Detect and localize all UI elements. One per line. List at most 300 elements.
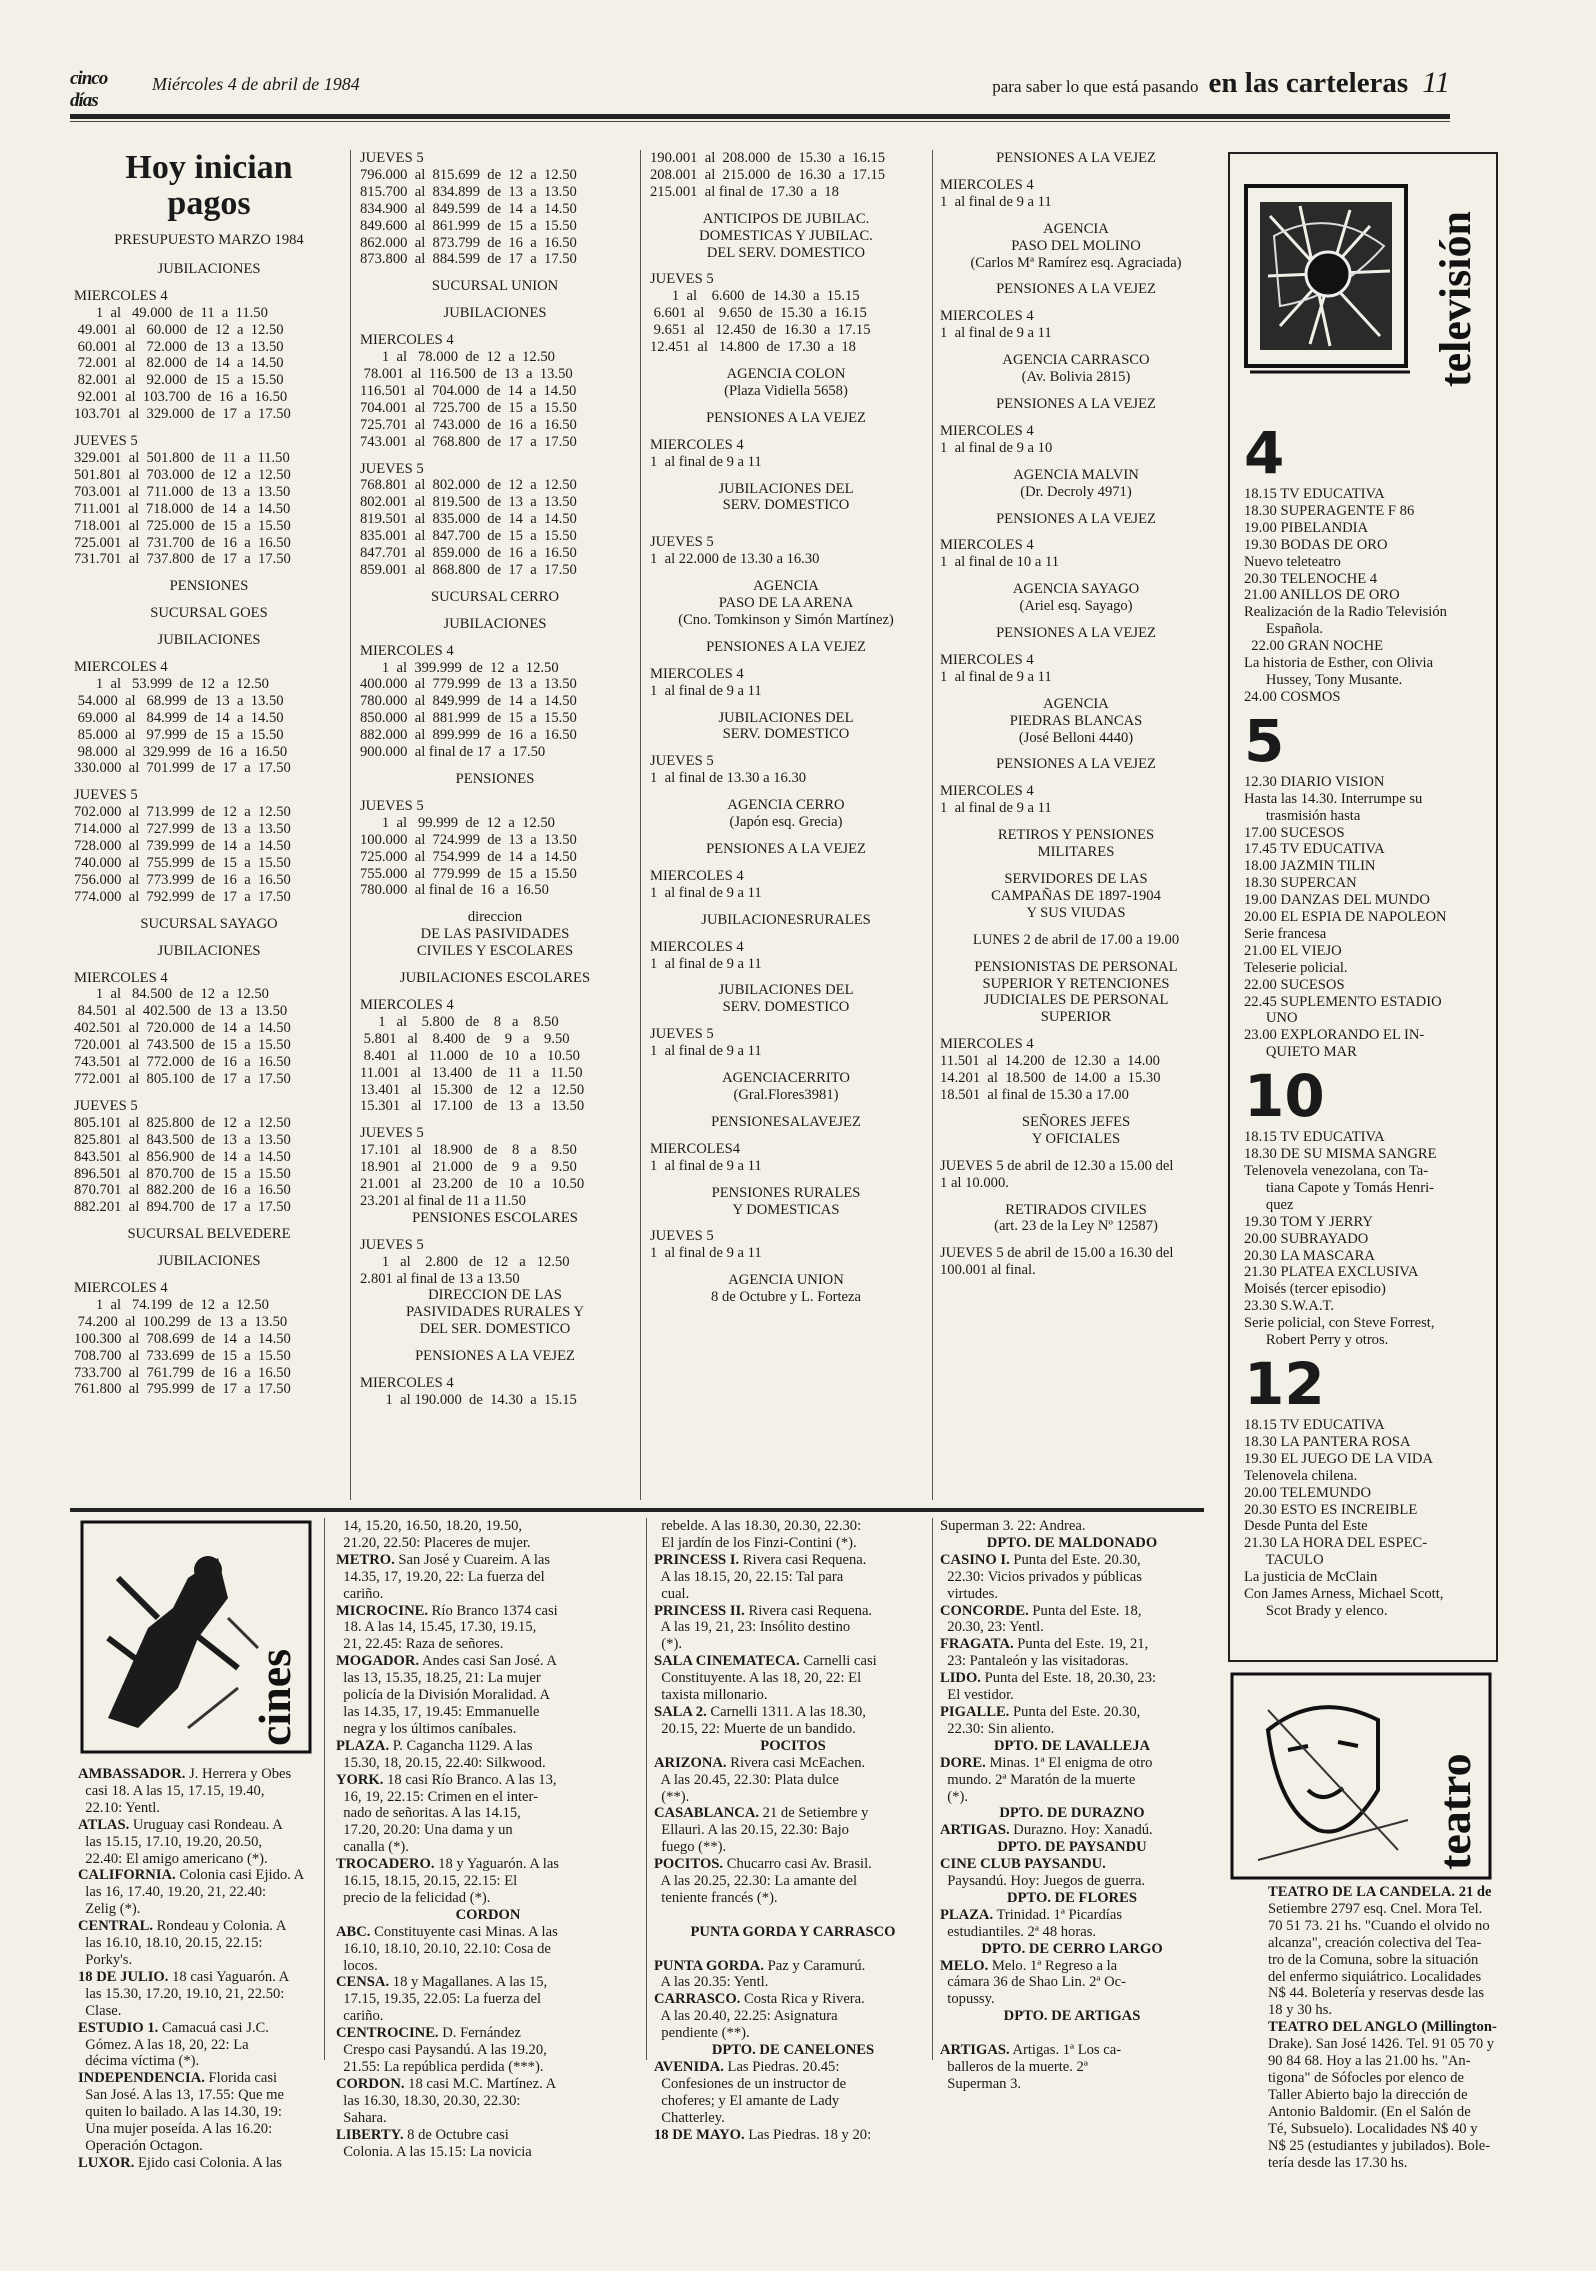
cinema-listing: (*). (654, 1636, 682, 1653)
schedule-row: 862.000 al 873.799 de 16 a 16.50 (360, 234, 577, 251)
cinema-listing: virtudes. (940, 1585, 998, 1602)
schedule-row: 1 al final de 9 a 11 (650, 884, 762, 901)
schedule-row: 400.000 al 779.999 de 13 a 13.50 (360, 676, 577, 693)
column-divider (324, 1518, 325, 2060)
tv-program: 22.45 SUPLEMENTO ESTADIO (1244, 993, 1442, 1010)
cinema-listing: Crespo casi Paysandú. A las 19.20, (336, 2042, 547, 2059)
tv-program: La justicia de McClain (1244, 1569, 1378, 1586)
schedule-row: MIERCOLES 4 (74, 659, 168, 676)
schedule-row: 1 al final de 9 a 11 (650, 453, 762, 470)
schedule-row: 1 al final de 9 a 11 (650, 1245, 762, 1262)
schedule-row: 796.000 al 815.699 de 12 a 12.50 (360, 166, 577, 183)
section-heading: DIRECCION DE LAS (428, 1287, 562, 1304)
schedule-row: 743.001 al 768.800 de 17 a 17.50 (360, 433, 577, 450)
spacer (940, 861, 1212, 871)
cinema-listing: ESTUDIO 1. Camacuá casi J.C. (78, 2019, 269, 2036)
theater-listing: 18 y 30 hs. (1268, 2002, 1333, 2019)
section-heading: JUBILACIONES (157, 632, 261, 649)
tv-program: 19.30 TOM Y JERRY (1244, 1213, 1373, 1230)
theater-listing: tería desde las 17.30 hs. (1268, 2154, 1408, 2171)
schedule-row: MIERCOLES 4 (74, 287, 168, 304)
schedule-row: MIERCOLES 4 (940, 783, 1034, 800)
spacer (940, 386, 1212, 396)
region-heading: DPTO. DE CANELONES (711, 2042, 875, 2059)
schedule-row: JUEVES 5 (650, 1026, 714, 1043)
cinema-listing: A las 20.45, 22.30: Plata dulce (654, 1771, 839, 1788)
tv-program: Scot Brady y elenco. (1244, 1602, 1388, 1619)
section-heading: SUCURSAL BELVEDERE (127, 1226, 291, 1243)
spacer (940, 746, 1212, 756)
cinema-listing: A las 18.15, 20, 22.15: Tal para (654, 1568, 844, 1585)
schedule-row: 780.000 al 849.999 de 14 a 14.50 (360, 693, 577, 710)
cinema-listing: LIBERTY. 8 de Octubre casi (336, 2126, 509, 2143)
schedule-row: MIERCOLES 4 (940, 176, 1034, 193)
cinema-listing: ATLAS. Uruguay casi Rondeau. A (78, 1816, 283, 1833)
payments-column-3 (650, 150, 922, 1306)
section-heading: JUBILACIONES DEL (718, 982, 854, 999)
schedule-row: 100.300 al 708.699 de 14 a 14.50 (74, 1330, 291, 1347)
tv-program: 18.00 JAZMIN TILIN (1244, 858, 1376, 875)
schedule-row: 1 al 190.000 de 14.30 a 15.15 (360, 1392, 577, 1408)
cinema-listing: 22.40: El amigo americano (*). (78, 1850, 268, 1867)
cinema-listing: 22.30: Sin aliento. (940, 1720, 1055, 1737)
section-heading: AGENCIA CERRO (727, 797, 845, 814)
cinema-listing: casi 18. A las 15, 17.15, 19.40, (78, 1782, 265, 1799)
schedule-row: MIERCOLES 4 (650, 436, 744, 453)
schedule-row: 215.001 al final de 17.30 a 18 (650, 183, 839, 200)
teatro-illustration-icon (1228, 1670, 1494, 1882)
tv-program: 20.30 LA MASCARA (1244, 1247, 1375, 1264)
section-heading: JUBILACIONES (157, 942, 261, 959)
schedule-row: JUEVES 5 (650, 1228, 714, 1245)
article-subtitle: PRESUPUESTO MARZO 1984 (114, 232, 304, 248)
schedule-row: 60.001 al 72.000 de 13 a 13.50 (74, 338, 284, 355)
schedule-row: 728.000 al 739.999 de 14 a 14.50 (74, 838, 291, 855)
cinema-listing: PLAZA. P. Cagancha 1129. A las (336, 1737, 533, 1754)
cinema-listing: fuego (**). (654, 1839, 727, 1856)
tv-program: Realización de la Radio Televisión (1244, 604, 1447, 621)
schedule-row: 1 al final de 9 a 11 (650, 1157, 762, 1174)
cinema-listing: Superman 3. (940, 2075, 1022, 2092)
section-heading: PENSIONES A LA VEJEZ (996, 756, 1156, 773)
schedule-row: 720.001 al 743.500 de 15 a 15.50 (74, 1037, 291, 1054)
schedule-row: 1 al 74.199 de 12 a 12.50 (74, 1296, 269, 1313)
cinema-listing: (**). (654, 1788, 690, 1805)
column-divider (646, 1518, 647, 2060)
cinema-listing: las 15.30, 17.20, 19.10, 21, 22.50: (78, 1985, 285, 2002)
schedule-row: 1 al final de 9 a 11 (650, 955, 762, 972)
cinema-listing: SALA CINEMATECA. Carnelli casi (654, 1653, 877, 1670)
channel-number: 5 (1244, 706, 1285, 775)
spacer (360, 633, 630, 643)
schedule-row: JUEVES 5 (360, 150, 424, 166)
theater-listing: 70 51 73. 21 hs. "Cuando el olvido no (1268, 1917, 1490, 1934)
schedule-row: 18.501 al final de 15.30 a 17.00 (940, 1086, 1129, 1103)
schedule-row: 21.001 al 23.200 de 10 a 10.50 (360, 1176, 585, 1193)
section-heading: AGENCIA SAYAGO (1012, 581, 1140, 598)
schedule-row: 714.000 al 727.999 de 13 a 13.50 (74, 821, 291, 838)
spacer (650, 700, 922, 710)
schedule-row: 49.001 al 60.000 de 12 a 12.50 (74, 321, 284, 338)
cinema-listing: 17.15, 19.35, 22.05: La fuerza del (336, 1991, 542, 2008)
schedule-row: 900.000 al final de 17 a 17.50 (360, 744, 546, 761)
schedule-row: 849.600 al 861.999 de 15 a 15.50 (360, 217, 577, 234)
section-heading: PENSIONES A LA VEJEZ (996, 395, 1156, 412)
cinema-listing: 15.30, 18, 20.15, 22.40: Silkwood. (336, 1754, 546, 1771)
cinema-listing: A las 20.40, 22.25: Asignatura (654, 2008, 838, 2025)
cinema-listing: nado de señoritas. A las 14.15, (336, 1805, 521, 1822)
spacer (940, 342, 1212, 352)
tv-program: QUIETO MAR (1244, 1044, 1357, 1061)
schedule-row: 1 al final de 10 a 11 (940, 554, 1060, 571)
schedule-row: 1 al final de 9 a 11 (650, 682, 762, 699)
spacer (360, 1365, 630, 1375)
spacer (650, 1262, 922, 1272)
tv-program: 18.30 DE SU MISMA SANGRE (1244, 1146, 1437, 1163)
schedule-row: MIERCOLES 4 (650, 867, 744, 884)
issue-date: Miércoles 4 de abril de 1984 (152, 74, 360, 94)
cinema-listing: las 16.30, 18.30, 20.30, 22.30: (336, 2092, 521, 2109)
schedule-row: 11.501 al 14.200 de 12.30 a 14.00 (940, 1053, 1160, 1070)
schedule-row: MIERCOLES 4 (940, 308, 1034, 325)
tv-program: 21.00 EL VIEJO (1244, 942, 1342, 959)
spacer (650, 929, 922, 939)
spacer (650, 629, 922, 639)
channel-number: 10 (1244, 1062, 1325, 1131)
schedule-row: 870.701 al 882.200 de 16 a 16.50 (74, 1182, 291, 1199)
schedule-row: 768.801 al 802.000 de 12 a 12.50 (360, 477, 577, 494)
section-header (992, 66, 1450, 100)
cinema-listing: CINE CLUB PAYSANDU. (940, 1856, 1106, 1873)
tv-program: Española. (1244, 621, 1324, 638)
tv-program: 21.30 LA HORA DEL ESPEC- (1244, 1535, 1428, 1552)
schedule-row: 873.800 al 884.599 de 17 a 17.50 (360, 251, 577, 268)
cinema-listing: Clase. (78, 2002, 122, 2019)
section-heading: AGENCIACERRITO (722, 1070, 850, 1087)
spacer (650, 400, 922, 410)
schedule-row: 92.001 al 103.700 de 16 a 16.50 (74, 389, 288, 406)
schedule-row: 1 al 2.800 de 12 a 12.50 (360, 1253, 570, 1270)
cinema-listing: décima víctima (*). (78, 2053, 200, 2070)
spacer (360, 1338, 630, 1348)
spacer (650, 656, 922, 666)
schedule-row: 780.000 al final de 16 a 16.50 (360, 882, 549, 899)
schedule-row: 54.000 al 68.999 de 13 a 13.50 (74, 692, 284, 709)
spacer (940, 1235, 1212, 1245)
spacer (650, 568, 922, 578)
cinema-listing: 20.15, 22: Muerte de un bandido. (654, 1720, 856, 1737)
tv-program: Con James Arness, Michael Scott, (1244, 1586, 1444, 1603)
section-heading: JUBILACIONES (157, 260, 261, 277)
schedule-row: 1 al 78.000 de 12 a 12.50 (360, 349, 555, 366)
schedule-row: 12.451 al 14.800 de 17.30 a 18 (650, 339, 856, 356)
cinema-listing: ARTIGAS. Artigas. 1ª Los ca- (940, 2042, 1122, 2059)
cinema-listing: 22.10: Yentl. (78, 1799, 160, 1816)
cinema-listing: 18 DE MAYO. Las Piedras. 18 y 20: (654, 2126, 872, 2143)
section-heading: PIEDRAS BLANCAS (1009, 712, 1143, 729)
spacer (650, 972, 922, 982)
theater-listing: Antonio Baldomir. (En el Salón de (1268, 2103, 1471, 2120)
schedule-row: MIERCOLES 4 (74, 1280, 168, 1297)
cinema-listing: San José. A las 13, 17.55: Que me (78, 2087, 284, 2104)
section-heading: PENSIONES RURALES (711, 1184, 861, 1201)
tv-program: Teleserie policial. (1244, 959, 1348, 976)
schedule-row: 103.701 al 329.000 de 17 a 17.50 (74, 406, 291, 423)
cinema-listing: CASINO I. Punta del Este. 20.30, (940, 1551, 1141, 1568)
section-heading: SUCURSAL UNION (431, 278, 559, 295)
tv-program: 22.00 GRAN NOCHE (1244, 638, 1384, 655)
spacer (650, 787, 922, 797)
spacer (940, 457, 1212, 467)
theater-listing: Té, Subsuelo). Localidades N$ 40 y (1268, 2120, 1478, 2137)
column-divider (640, 150, 641, 1500)
payments-column-4 (940, 150, 1212, 1279)
section-heading: AGENCIA (1043, 220, 1109, 237)
tv-program: Telenovela venezolana, con Ta- (1244, 1163, 1429, 1179)
spacer (74, 568, 344, 578)
spacer (940, 501, 1212, 511)
section-tagline: para saber lo que está pasando (992, 77, 1199, 96)
theater-listing: Drake). San José 1426. Tel. 91 05 70 y (1268, 2036, 1495, 2053)
schedule-row: JUEVES 5 (650, 271, 714, 288)
tv-program: 22.00 SUCESOS (1244, 976, 1345, 993)
cinema-listing: MELO. Melo. 1ª Regreso a la (940, 1957, 1118, 1974)
theater-listing: tro de la Comuna, sobre la situación (1268, 1951, 1479, 1968)
schedule-row: 1 al final de 9 a 11 (940, 193, 1052, 210)
cines-column-3 (654, 1518, 932, 2144)
tv-program: Serie policial, con Steve Forrest, (1244, 1315, 1435, 1332)
cinema-listing: ARIZONA. Rivera casi McEachen. (654, 1754, 866, 1771)
spacer (360, 960, 630, 970)
schedule-row: 882.201 al 894.700 de 17 a 17.50 (74, 1199, 291, 1216)
region-heading: DPTO. DE CERRO LARGO (981, 1940, 1163, 1957)
cinema-listing (940, 2025, 1204, 2042)
tv-listings-box (1228, 152, 1498, 1662)
section-heading: (Dr. Decroly 4971) (1020, 483, 1132, 500)
schedule-row: 761.800 al 795.999 de 17 a 17.50 (74, 1381, 291, 1398)
cinema-listing: 16.10, 18.10, 20.10, 22.10: Cosa de (336, 1940, 551, 1957)
section-heading: PENSIONES ESCOLARES (412, 1209, 578, 1226)
region-heading: DPTO. DE ARTIGAS (1003, 2008, 1141, 2025)
schedule-row: 1 al final de 9 a 11 (940, 800, 1052, 817)
theater-listing: 90 84 68. Hoy a las 21.00 hs. "An- (1268, 2053, 1471, 2070)
schedule-row: 78.001 al 116.500 de 13 a 13.50 (360, 365, 573, 382)
tv-program: Hussey, Tony Musante. (1244, 671, 1403, 688)
section-title: en las carteleras (1208, 67, 1409, 99)
section-heading: CIVILES Y ESCOLARES (416, 943, 574, 960)
schedule-row: 743.501 al 772.000 de 16 a 16.50 (74, 1054, 291, 1071)
header-rule-thin (70, 121, 1450, 122)
spacer (360, 899, 630, 909)
spacer (940, 413, 1212, 423)
cinema-listing: PLAZA. Trinidad. 1ª Picardías (940, 1906, 1122, 1923)
schedule-row: 1 al final de 13.30 a 16.30 (650, 770, 807, 787)
spacer (360, 1227, 630, 1237)
schedule-row: MIERCOLES 4 (360, 996, 454, 1013)
channel-number: 12 (1244, 1349, 1325, 1418)
section-heading: PENSIONES A LA VEJEZ (706, 409, 866, 426)
tv-program: 21.30 PLATEA EXCLUSIVA (1244, 1264, 1419, 1281)
section-heading: LUNES 2 de abril de 17.00 a 19.00 (972, 931, 1180, 948)
spacer (650, 1060, 922, 1070)
cinema-listing (654, 1941, 932, 1958)
spacer (360, 788, 630, 798)
cinema-listing: CONCORDE. Punta del Este. 18, (940, 1602, 1142, 1619)
theater-listing: tigona" de Sófocles por elenco de (1268, 2069, 1465, 2086)
cinema-listing: Confesiones de un instructor de (654, 2075, 847, 2092)
section-heading: (art. 23 de la Ley Nº 12587) (994, 1218, 1158, 1235)
spacer (650, 356, 922, 366)
tv-illustration-icon (1240, 176, 1420, 384)
schedule-row: 69.000 al 84.999 de 14 a 14.50 (74, 709, 284, 726)
schedule-row: MIERCOLES 4 (650, 665, 744, 682)
cinema-listing: pendiente (**). (654, 2025, 750, 2042)
section-heading: PENSIONES A LA VEJEZ (706, 638, 866, 655)
cines-column-1 (78, 1766, 320, 2172)
tv-program: Telenovela chilena. (1244, 1467, 1358, 1484)
cinema-listing: CENSA. 18 y Magallanes. A las 15, (336, 1974, 548, 1991)
schedule-row: 18.901 al 21.000 de 9 a 9.50 (360, 1159, 577, 1176)
cinema-listing: CASABLANCA. 21 de Setiembre y (654, 1805, 869, 1822)
schedule-row: 740.000 al 755.999 de 15 a 15.50 (74, 855, 291, 871)
section-heading: PENSIONES A LA VEJEZ (996, 281, 1156, 298)
spacer (360, 295, 630, 305)
schedule-row: 1 al final de 9 a 11 (940, 325, 1052, 342)
section-heading: (Plaza Vidiella 5658) (724, 382, 848, 399)
section-heading: (Japón esq. Grecia) (729, 814, 843, 831)
tv-program: Moisés (tercer episodio) (1244, 1281, 1386, 1298)
cinema-listing: quiten lo bailado. A las 14.30, 19: (78, 2104, 282, 2121)
cines-column-4 (940, 1518, 1204, 2093)
schedule-row: JUEVES 5 (360, 797, 424, 814)
cinema-listing: A las 20.25, 22.30: La amante del (654, 1873, 858, 1890)
cinema-listing: rebelde. A las 18.30, 20.30, 22.30: (654, 1518, 862, 1534)
cinema-listing: precio de la felicidad (*). (336, 1889, 491, 1906)
schedule-row: 2.801 al final de 13 a 13.50 (360, 1270, 520, 1287)
column-divider (350, 150, 351, 1500)
cinema-listing: las 16, 17.40, 19.20, 21, 22.40: (78, 1884, 267, 1901)
schedule-row: 704.001 al 725.700 de 15 a 15.50 (360, 399, 577, 416)
schedule-row: JUEVES 5 (74, 433, 138, 450)
section-heading: DOMESTICAS Y JUBILAC. (699, 227, 873, 244)
schedule-row: MIERCOLES 4 (74, 969, 168, 986)
cinema-listing: LIDO. Punta del Este. 18, 20.30, 23: (940, 1670, 1157, 1687)
schedule-row: 731.701 al 737.800 de 17 a 17.50 (74, 551, 291, 568)
schedule-row: 1 al 10.000. (940, 1174, 1009, 1191)
region-heading: DPTO. DE DURAZNO (999, 1805, 1145, 1822)
spacer (940, 817, 1212, 827)
cinema-listing: METRO. San José y Cuareim. A las (336, 1551, 551, 1568)
spacer (650, 743, 922, 753)
spacer (940, 1148, 1212, 1158)
schedule-row: 9.651 al 12.450 de 16.30 a 17.15 (650, 322, 871, 339)
cines-column-2 (336, 1518, 640, 2160)
cinema-listing: AVENIDA. Las Piedras. 20.45: (654, 2059, 840, 2075)
section-heading: DEL SERV. DOMESTICO (706, 244, 866, 261)
cinema-listing: Operación Octagon. (78, 2137, 203, 2154)
spacer (650, 902, 922, 912)
tv-program: 19.00 DANZAS DEL MUNDO (1244, 892, 1430, 909)
cinema-listing: mundo. 2ª Maratón de la muerte (940, 1771, 1136, 1788)
cinema-listing: Zelig (*). (78, 1901, 141, 1918)
cinema-listing: CENTRAL. Rondeau y Colonia. A (78, 1918, 287, 1935)
tv-program: 19.30 EL JUEGO DE LA VIDA (1244, 1450, 1433, 1467)
cinema-listing: 16.15, 18.15, 20.15, 22.15: El (336, 1873, 518, 1890)
theater-listing: del enfermo siquiátrico. Localidades (1268, 1968, 1482, 1985)
schedule-row: 725.001 al 731.700 de 16 a 16.50 (74, 534, 291, 551)
tv-program: 21.00 ANILLOS DE ORO (1244, 587, 1400, 604)
spacer (74, 595, 344, 605)
theater-listing: alcanza", creación colectiva del Tea- (1268, 1934, 1482, 1951)
tv-program: 18.15 TV EDUCATIVA (1244, 1129, 1385, 1146)
cinema-listing: MOGADOR. Andes casi San José. A (336, 1653, 557, 1670)
cinema-listing: taxista millonario. (654, 1687, 768, 1704)
tv-program: 19.30 BODAS DE ORO (1244, 536, 1388, 553)
spacer (940, 1026, 1212, 1036)
cinema-listing: 21.20, 22.50: Placeres de mujer. (336, 1534, 531, 1551)
cines-section-label: cines (249, 1648, 300, 1746)
cinema-listing: Una mujer poseída. A las 16.20: (78, 2121, 273, 2138)
section-heading: PENSIONES (169, 578, 249, 595)
tv-program: TACULO (1244, 1552, 1324, 1569)
cinema-listing: choferes; y El amante de Lady (654, 2092, 840, 2109)
theater-listing: TEATRO DE LA CANDELA. 21 de (1268, 1884, 1492, 1900)
schedule-row: 755.000 al 779.999 de 15 a 15.50 (360, 865, 577, 882)
schedule-row: 6.601 al 9.650 de 15.30 a 16.15 (650, 305, 867, 322)
schedule-row: 1 al 399.999 de 12 a 12.50 (360, 659, 559, 676)
section-heading: JUBILACIONESRURALES (701, 911, 871, 928)
schedule-row: 718.001 al 725.000 de 15 a 15.50 (74, 517, 291, 534)
spacer (74, 423, 344, 433)
region-heading: POCITOS (760, 1737, 826, 1754)
schedule-row: 774.000 al 792.999 de 17 a 17.50 (74, 888, 291, 905)
cinema-listing: 23: Pantaleón y las visitadoras. (940, 1653, 1129, 1670)
tv-program: Serie francesa (1244, 925, 1327, 942)
schedule-row: JUEVES 5 (360, 460, 424, 477)
spacer (360, 606, 630, 616)
cinema-listing: CENTROCINE. D. Fernández (336, 2025, 521, 2042)
cines-rule (70, 1508, 1204, 1512)
section-heading: PENSIONESALAVEJEZ (711, 1113, 861, 1130)
theater-listing: Setiembre 2797 esq. Cnel. Mora Tel. (1268, 1900, 1483, 1917)
cinema-listing: AMBASSADOR. J. Herrera y Obes (78, 1766, 292, 1782)
section-heading: AGENCIA CARRASCO (1002, 352, 1150, 369)
schedule-row: JUEVES 5 de abril de 15.00 a 16.30 del (940, 1245, 1174, 1262)
section-heading: DE LAS PASIVIDADES (420, 926, 570, 943)
cinema-listing: PUNTA GORDA. Paz y Caramurú. (654, 1957, 866, 1974)
spacer (360, 761, 630, 771)
cinema-listing: 21.55: La república perdida (***). (336, 2059, 544, 2075)
cinema-listing: ABC. Constituyente casi Minas. A las (336, 1923, 558, 1940)
spacer (74, 1088, 344, 1098)
schedule-row: MIERCOLES 4 (940, 422, 1034, 439)
schedule-row: 190.001 al 208.000 de 15.30 a 16.15 (650, 150, 886, 166)
spacer (940, 949, 1212, 959)
region-heading: DPTO. DE PAYSANDU (997, 1839, 1147, 1856)
spacer (940, 615, 1212, 625)
cinema-listing (654, 1907, 932, 1924)
spacer (74, 278, 344, 288)
schedule-row: 1 al 6.600 de 14.30 a 15.15 (650, 288, 860, 305)
schedule-row: MIERCOLES 4 (650, 938, 744, 955)
tv-program: 23.00 EXPLORANDO EL IN- (1244, 1027, 1425, 1044)
spacer (650, 1016, 922, 1026)
schedule-row: 330.000 al 701.999 de 17 a 17.50 (74, 760, 291, 777)
section-heading: Y OFICIALES (1031, 1130, 1121, 1147)
column-divider (932, 150, 933, 1500)
theater-listing: Taller Abierto bajo la dirección de (1268, 2086, 1468, 2103)
channel-number: 4 (1244, 419, 1285, 487)
